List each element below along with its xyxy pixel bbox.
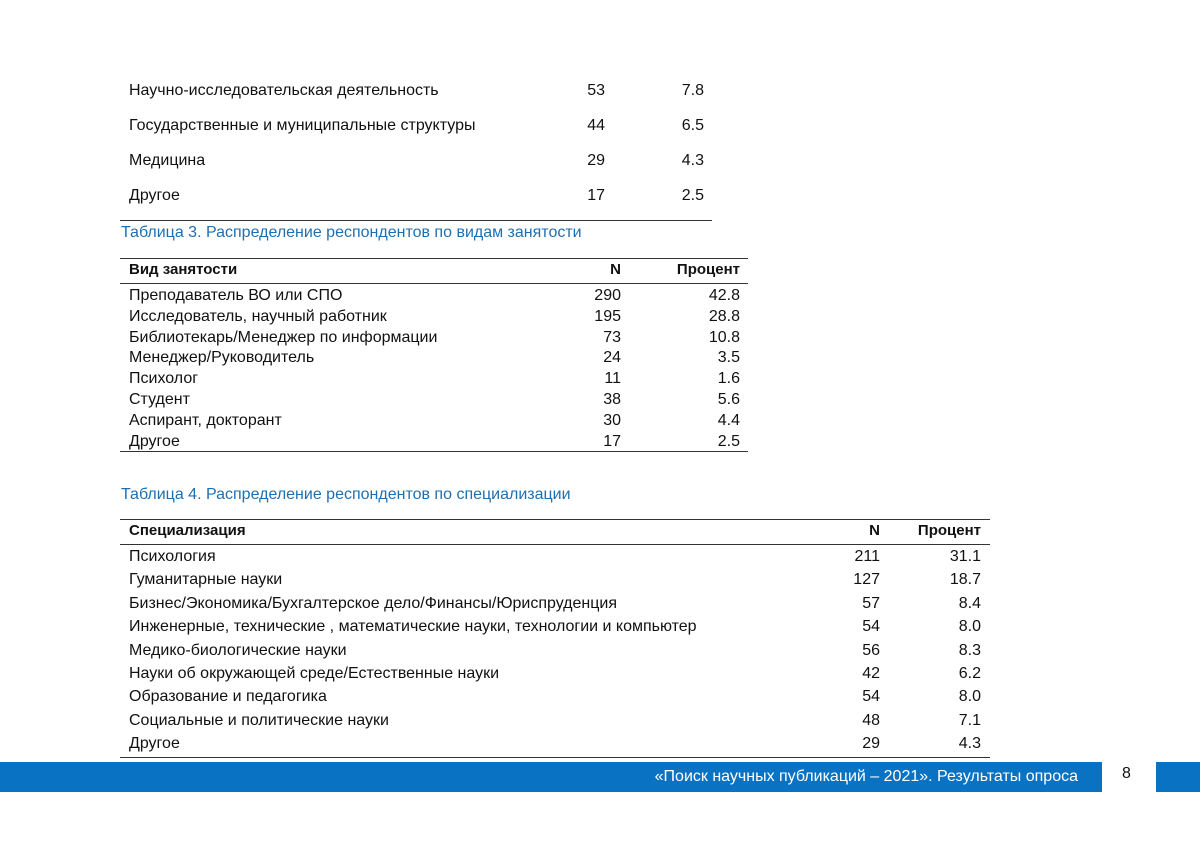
row-n: 54	[862, 688, 880, 706]
row-percent: 7.1	[958, 711, 981, 729]
row-percent: 28.8	[708, 307, 740, 325]
row-label: Науки об окружающей среде/Естественные науки	[129, 664, 500, 682]
row-label: Преподаватель ВО или СПО	[129, 287, 343, 304]
row-percent: 31.1	[949, 548, 981, 565]
row-n: 53	[587, 82, 605, 99]
previous-table-continuation	[120, 72, 712, 212]
row-label: Гуманитарные науки	[129, 571, 283, 589]
row-n: 73	[603, 328, 621, 346]
table4	[120, 519, 990, 758]
row-percent: 2.5	[681, 187, 704, 204]
row-percent: 5.6	[717, 390, 740, 408]
table4-caption: Таблица 4. Распределение респондентов по специализации	[121, 486, 571, 503]
row-percent: 10.8	[708, 328, 740, 346]
row-percent: 4.3	[958, 735, 981, 753]
row-label: Исследователь, научный работник	[129, 307, 387, 325]
table-row	[120, 686, 990, 709]
row-label: Государственные и муниципальные структуры	[129, 117, 476, 134]
row-label: Медико-биологические науки	[129, 641, 347, 659]
row-percent: 4.4	[717, 411, 740, 429]
row-n: 29	[862, 735, 880, 753]
header-category: Вид занятости	[129, 261, 238, 278]
table3-body	[120, 284, 748, 452]
table-row	[120, 107, 712, 142]
row-n: 17	[603, 432, 621, 450]
table-row	[120, 733, 990, 756]
row-label: Студент	[129, 390, 190, 408]
table-row	[120, 569, 990, 592]
table-row	[120, 368, 748, 389]
row-n: 195	[594, 307, 621, 325]
table-row	[120, 327, 748, 348]
table-row	[120, 663, 990, 686]
row-label: Психология	[129, 548, 216, 565]
footer-bar-right	[1156, 762, 1200, 792]
header-percent: Процент	[917, 522, 981, 539]
row-label: Другое	[129, 187, 180, 204]
table-row	[120, 389, 748, 410]
row-label: Библиотекарь/Менеджер по информации	[129, 328, 438, 346]
row-label: Научно-исследовательская деятельность	[129, 82, 439, 99]
table-row	[120, 710, 990, 733]
row-percent: 42.8	[708, 287, 740, 304]
footer-bar	[0, 762, 1102, 792]
header-n: N	[869, 522, 880, 539]
table-row	[120, 431, 748, 452]
row-label: Другое	[129, 735, 180, 753]
row-label: Другое	[129, 432, 180, 450]
row-label: Социальные и политические науки	[129, 711, 389, 729]
row-n: 211	[854, 548, 880, 565]
row-n: 48	[862, 711, 880, 729]
table-row	[120, 177, 712, 212]
row-percent: 3.5	[717, 349, 740, 367]
header-category: Специализация	[129, 522, 246, 539]
row-percent: 6.5	[681, 117, 704, 134]
row-n: 38	[603, 390, 621, 408]
row-percent: 18.7	[949, 571, 981, 589]
row-percent: 8.0	[958, 618, 981, 636]
table-row	[120, 285, 748, 306]
table-row	[120, 72, 712, 107]
page-number: 8	[1122, 765, 1131, 782]
row-n: 56	[862, 641, 880, 659]
row-n: 290	[594, 287, 621, 304]
row-n: 17	[587, 187, 605, 204]
row-label: Медицина	[129, 152, 206, 169]
row-label: Бизнес/Экономика/Бухгалтерское дело/Финансы/Юриспруденция	[129, 594, 617, 612]
table-row	[120, 347, 748, 368]
table4-header	[120, 519, 990, 545]
row-percent: 6.2	[958, 664, 981, 682]
row-percent: 2.5	[717, 432, 740, 450]
row-percent: 4.3	[681, 152, 704, 169]
table-row	[120, 616, 990, 639]
row-n: 11	[604, 370, 621, 388]
table3-caption: Таблица 3. Распределение респондентов по видам занятости	[121, 224, 582, 241]
row-percent: 8.3	[958, 641, 981, 659]
table3-header	[120, 258, 748, 284]
table4-body	[120, 545, 990, 758]
row-percent: 7.8	[681, 82, 704, 99]
row-label: Менеджер/Руководитель	[129, 349, 315, 367]
row-percent: 1.6	[717, 370, 740, 388]
table-bottom-rule	[120, 220, 712, 221]
row-percent: 8.4	[958, 594, 981, 612]
header-n: N	[610, 261, 621, 278]
row-n: 44	[587, 117, 605, 134]
row-n: 42	[862, 664, 880, 682]
row-label: Психолог	[129, 370, 199, 388]
table-row	[120, 593, 990, 616]
row-label: Инженерные, технические , математические науки, технологии и компьютер	[129, 618, 697, 636]
header-percent: Процент	[676, 261, 740, 278]
row-n: 30	[603, 411, 621, 429]
table3	[120, 258, 748, 452]
table-row	[120, 546, 990, 569]
footer-title: «Поиск научных публикаций – 2021». Результаты опроса	[654, 768, 1078, 785]
row-label: Аспирант, докторант	[129, 411, 282, 429]
row-n: 54	[862, 618, 880, 636]
table-row	[120, 640, 990, 663]
row-label: Образование и педагогика	[129, 688, 327, 706]
row-n: 24	[603, 349, 621, 367]
row-n: 29	[587, 152, 605, 169]
row-n: 57	[862, 594, 880, 612]
table-row	[120, 142, 712, 177]
table-row	[120, 306, 748, 327]
row-percent: 8.0	[958, 688, 981, 706]
table-row	[120, 410, 748, 431]
row-n: 127	[853, 571, 880, 589]
